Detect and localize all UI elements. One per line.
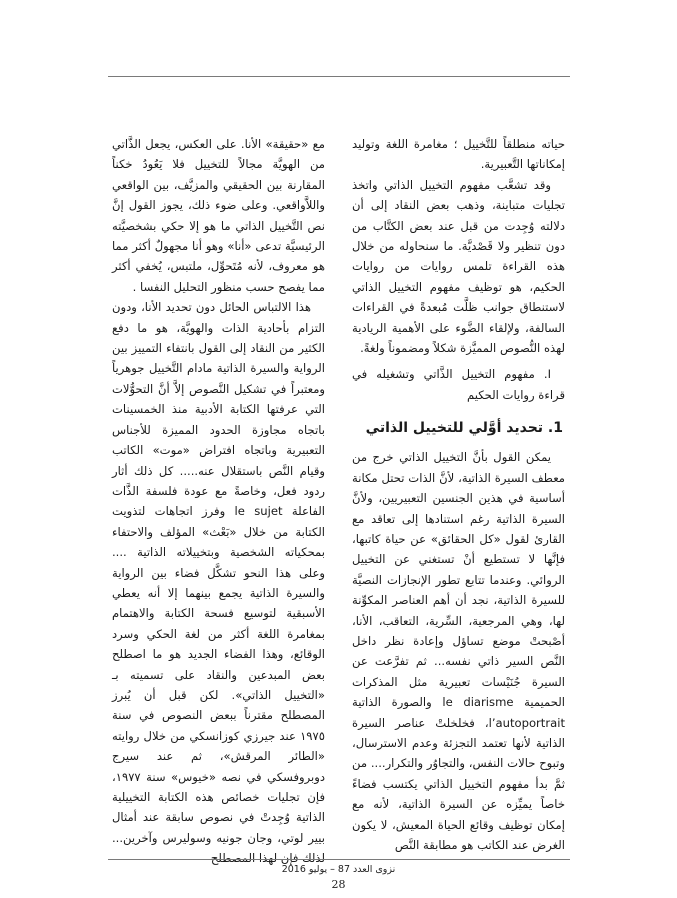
footer-rule	[108, 859, 570, 860]
issue-label: نزوى العدد 87 – يوليو 2016	[281, 864, 396, 875]
paragraph: حياته منطلقاً للتَّخييل ؛ مغامرة اللغة وتوليد إمكاناتها التَّعبيرية.	[352, 137, 565, 172]
header-rule	[108, 76, 570, 77]
page-number: 28	[331, 878, 346, 891]
paragraph: هذا الالتباس الحائل دون تحديد الأنا، ودون التزام بأحادية الذات والهويَّة، هو ما دفع الكثير من النقاد إلى القول بانتفاء التمييز بين الرواية والسيرة الذاتية مادام التَّخييل جوهرياً ومعتبراً في تشكيل النَّصوص إلاَّ أنَّ التحوُّلات التي عرفتها الكتابة الأدبية منذ الخمسينات باتجاه مجاوزة الحدود المميزة للأجناس التعبيرية وباتجاه افتراض «موت» الكاتب وقيام النَّص باستقلال عنه..... كل ذلك أثار ردود فعل، وخاصةً مع عودة فلسفة الذَّات الفاعلة le sujet وفرز اتجاهات لتذويت الكتابة من خلال «بَعْث» المؤلف والاحتفاء بمحكياته الشخصية وبتخييلاته الذاتية .... وعلى هذا النحو تشكَّل فضاء بين الرواية والسيرة الذاتية يجمع بينهما إلا أنه يعطي الأسبقية لتوسيع فسحة الكتابة والاهتمام بمغامرة اللغة أكثر من لغة الحكي وسرد الوقائع، وهذا الفضاء الجديد هو ما اصطلح بعض المبدعين والنقاد على تسميته بـ «التخييل الذاتي». لكن قبل أن يُبرز المصطلح مقترناً ببعض النصوص في سنة ١٩٧٥ عند جيرزي كوزانسكي من خلال روايته «الطائر المرقش»، ثم عند سيرج دوبروفسكي في نصه «خيوس» سنة ١٩٧٧، فإن تجليات خصائص هذه الكتابة التخييلية الذاتية وُجِدتْ في نصوص سابقة عند أمثال بيير لوتي، وجان جونيه وسوليرس وآخرين... لذلك فإن لهذا المصطلح	[112, 300, 326, 866]
paragraph: مع «حقيقة» الأنا. على العكس، يجعل الذَّاتي من الهويَّة مجالاً للتخييل فلا يَعُودُ خكناً المقارنة بين الحقيقي والمزيَّف، بين الواقعي واللاَّواقعي. وعلى ضوء ذلك، يجوز القول إنَّ نص التَّخييل الذاتي ما هو إلا حكي بشخصيَّته الرئيسيَّة تدعى «أنا» وهو أنا مجهولٌ أكثر مما هو معروف، لأنه مُتَحوِّل، ملتبس، يُخفي أكثر مما يفصح حسب منظور التحليل النفسا .	[112, 137, 325, 294]
paragraph: يمكن القول بأنَّ التخييل الذاتي خرج من معطف السيرة الذاتية، لأنَّ الذات تحتل مكانة أساسية في هذين الجنسين التعبيريين، ولأنَّ السيرة الذاتية رغم استنادها إلى تعاقد مع القارئ لقول «كل الحقائق» عن حياة كاتبها، فإنَّها لا تستطيع أنْ تستغني عن التخييل الروائي. وعندما تتابع تطور الإنجازات النصيَّة للسيرة الذاتية، نجد أن أهم العناصر المكوِّنة لها، وهي المرجعية، السِّرية، التعاقب، الأنا، أصْبحتْ موضع تساؤل وإعادة نظر داخل النَّص السير ذاتي نفسه... ثم تفرَّعت عن السيرة جُنَيْسات تعبيرية مثل المذكرات الحميمية le diarisme والصورة الذاتية l’autoportrait، فخلخلتْ عناصر السيرة الذاتية لأنها تعتمد التجزئة وعدم الاسترسال، وتبوح حالات النفس، والتجاوُر والتكرار.... من ثمَّ بدأ مفهوم التخييل الذاتي يكتسب فضاءً خاصاً يميِّزه عن السيرة الذاتية، لأنه مع إمكان توظيف وقائع الحياة المعيش، لا يكون الغرض عند الكاتب هو مطابقة النَّص	[352, 450, 565, 852]
section-heading: 1. تحديد أوَّلي للتخييل الذاتي	[365, 420, 563, 437]
section-subtitle: I. مفهوم التخييل الذَّاتي وتشغيله في قراءة روايات الحكيم	[352, 367, 565, 402]
paragraph: وقد تشعَّب مفهوم التخييل الذاتي واتخذ تجليات متباينة، وذهب بعض النقاد إلى أن دلالته وُجِدت من قبل عند بعض الكتَّاب من دون تنظير ولا قَصْديَّة. ما سنحاوله من خلال هذه القراءة تلمس روايات من روايات الحكيم، هو توظيف مفهوم التخييل الذاتي لاستنطاق جوانب ظلَّت مُبعدةً في القراءات السالفة، ولإلقاء الضَّوء على الأهمية الريادية لهذه النُّصوص المميَّزة شكلاً ومضموناً ولغةً.	[352, 177, 565, 356]
left-column	[112, 134, 325, 869]
right-column	[352, 134, 565, 855]
